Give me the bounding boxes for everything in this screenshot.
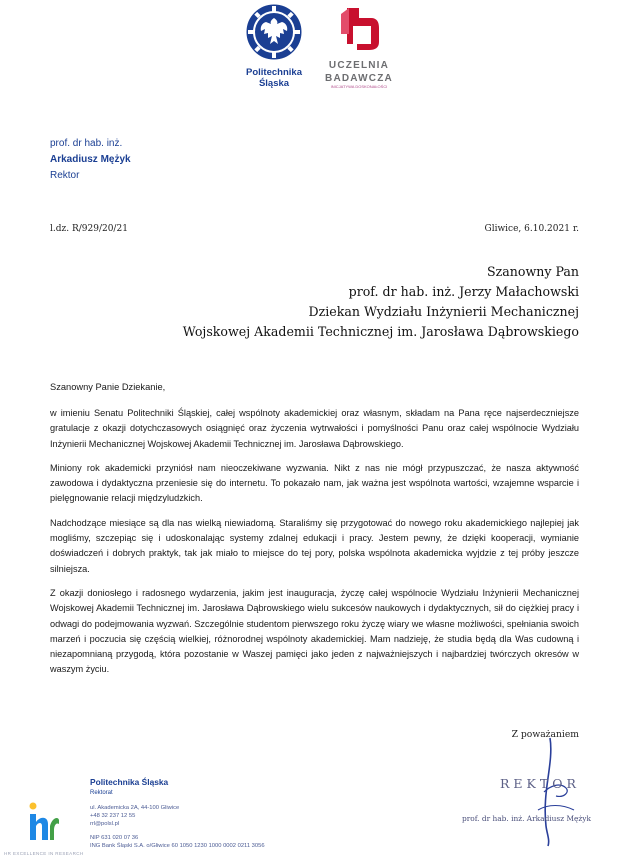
stamp-name: prof. dr hab. inż. Arkadiusz Mężyk bbox=[462, 814, 591, 823]
sender-name: Arkadiusz Mężyk bbox=[50, 154, 131, 165]
sender-position: Rektor bbox=[50, 170, 80, 181]
footer-phone: +48 32 237 12 55 bbox=[90, 813, 136, 819]
letter-body bbox=[50, 406, 579, 687]
footer-block bbox=[90, 777, 265, 850]
recipient-line1: Szanowny Pan bbox=[487, 264, 579, 279]
paragraph: w imieniu Senatu Politechniki Śląskiej, całej wspólnoty akademickiej oraz własnym, składam na Pana ręce najserdeczniejsze gratulacje z okazji dotychczasowych osiągnięć oraz życzenia wytrwałości i pomyślności Panu oraz całej wspólnocie Wydziału Inżynierii Mechanicznej Wojskowej Akademii Technicznej im. Jarosława Dąbrowskiego. bbox=[50, 408, 579, 449]
letter-date: Gliwice, 6.10.2021 r. bbox=[484, 224, 579, 234]
paragraph: Z okazji doniosłego i radosnego wydarzenia, jakim jest inauguracja, życzę całej wspólnocie Wydziału Inżynierii Mechanicznej Wojskowej Akademii Technicznej im. Jarosława Dąbrowskiego wielu sukcesów naukowych i dydaktycznych, sił do ciężkiej pracy i odwagi do podejmowania wyzwań. Szczególnie studentom pierwszego roku życzę wiary we własne możliwości, spełniania swoich marzeń i poczucia się częścią wielkiej, różnorodnej wspólnoty akademickiej. Mam nadzieję, że studia będą dla Was cudowną i niezapomnianą przygodą, która pozostanie w Waszej pamięci jako jeden z najważniejszych i najbardziej twórczych okresów w waszym życiu. bbox=[50, 587, 579, 675]
footer-address: ul. Akademicka 2A, 44-100 Gliwice bbox=[90, 805, 180, 811]
paragraph: Nadchodzące miesiące są dla nas wielką niewiadomą. Staraliśmy się przygotować do nowego roku akademickiego najlepiej jak mogliśmy, szczepiąc się i udoskonalając systemy zdalnej edukacji i pracy. Jestem pewny, że dzięki kooperacji, wymianie doświadczeń i dobrych praktyk, tak jak miało to miejsce do tej pory, polska wspólnota akademicka wyjdzie z tej próby jeszcze silniejsza. bbox=[50, 517, 579, 574]
sender-title: prof. dr hab. inż. bbox=[50, 138, 123, 149]
footer-unit: Rektorat bbox=[90, 790, 113, 796]
hr-excellence-logo-icon bbox=[28, 800, 60, 842]
paragraph: Miniony rok akademicki przyniósł nam nieoczekiwane wyzwania. Nikt z nas nie mógł przypuszczać, że nasza aktywność zawodowa i dydaktyczna przeniesie się do internetu. To pokazało nam, jak ważna jest wspólnota wartości, wzajemne wsparcie i pielęgnowanie relacji międzyludzkich. bbox=[50, 462, 579, 504]
closing: Z poważaniem bbox=[511, 729, 579, 740]
research-university-mark-icon bbox=[335, 4, 383, 54]
salutation: Szanowny Panie Dziekanie, bbox=[50, 382, 166, 392]
footer-org: Politechnika Śląska bbox=[90, 777, 169, 787]
reference-number: l.dz. R/929/20/21 bbox=[50, 224, 128, 234]
recipient-block bbox=[183, 262, 579, 342]
footer-bank: ING Bank Śląski S.A. o/Gliwice 60 1050 1230 1000 0002 0211 3056 bbox=[90, 843, 265, 849]
university-name: Politechnika Śląska bbox=[246, 67, 302, 89]
badge-line2: BADAWCZA bbox=[325, 73, 393, 84]
politechnika-slaska-logo bbox=[241, 4, 307, 94]
rector-stamp: REKTOR bbox=[500, 776, 580, 791]
footer-email[interactable]: rrl@polsl.pl bbox=[90, 821, 120, 827]
sender-block bbox=[50, 136, 131, 184]
footer-nip: NIP 631 020 07 36 bbox=[90, 835, 139, 841]
badge-line3: INICJATYWA DOSKONAŁOŚCI bbox=[330, 84, 388, 89]
recipient-line3: Dziekan Wydziału Inżynierii Mechanicznej bbox=[308, 304, 579, 319]
uczelnia-badawcza-logo bbox=[318, 4, 400, 94]
recipient-line2: prof. dr hab. inż. Jerzy Małachowski bbox=[348, 284, 579, 299]
hr-excellence-caption: HR EXCELLENCE IN RESEARCH bbox=[4, 851, 84, 856]
university-emblem-icon bbox=[246, 4, 302, 60]
badge-line1: UCZELNIA bbox=[328, 60, 390, 71]
recipient-line4: Wojskowej Akademii Technicznej im. Jarosława Dąbrowskiego bbox=[182, 324, 579, 339]
